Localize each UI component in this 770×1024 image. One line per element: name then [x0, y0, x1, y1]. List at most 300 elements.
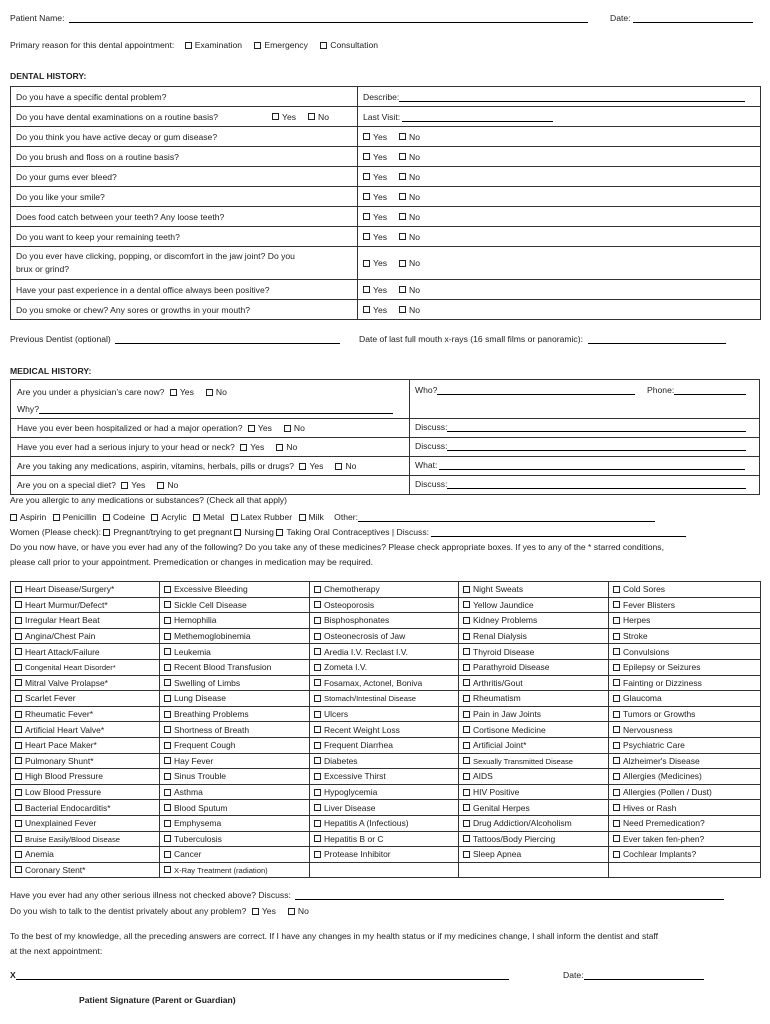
- no-option[interactable]: No: [335, 461, 356, 471]
- checkbox[interactable]: [363, 233, 370, 240]
- checkbox[interactable]: [164, 601, 171, 608]
- yes-option[interactable]: Yes: [363, 192, 387, 202]
- why-field[interactable]: [39, 413, 393, 414]
- checkbox[interactable]: [463, 601, 470, 608]
- signature-field[interactable]: [16, 979, 509, 980]
- condition-option[interactable]: [164, 600, 247, 610]
- checkbox[interactable]: [314, 820, 321, 827]
- signature-date-field[interactable]: [584, 979, 704, 980]
- yes-option[interactable]: Yes: [170, 387, 194, 397]
- checkbox[interactable]: [463, 711, 470, 718]
- condition-option[interactable]: [613, 600, 675, 610]
- checkbox[interactable]: [308, 113, 315, 120]
- checkbox[interactable]: [164, 711, 171, 718]
- condition-option[interactable]: [463, 600, 534, 610]
- previous-dentist-field[interactable]: [115, 343, 340, 344]
- condition-cell: [160, 644, 310, 660]
- condition-option[interactable]: [613, 771, 702, 781]
- checkbox[interactable]: [399, 173, 406, 180]
- discuss-field[interactable]: [447, 450, 746, 451]
- checkbox[interactable]: [613, 742, 620, 749]
- checkbox[interactable]: [613, 648, 620, 655]
- yes-option[interactable]: Yes: [299, 461, 323, 471]
- condition-option[interactable]: [463, 834, 555, 844]
- no-option[interactable]: No: [399, 305, 420, 315]
- condition-option[interactable]: [15, 678, 108, 688]
- checkbox[interactable]: [399, 193, 406, 200]
- checkbox[interactable]: [320, 42, 327, 49]
- condition-option[interactable]: [314, 693, 416, 703]
- condition-option[interactable]: [164, 709, 249, 719]
- condition-option[interactable]: [164, 631, 251, 641]
- no-option[interactable]: No: [399, 152, 420, 162]
- condition-option[interactable]: [314, 771, 386, 781]
- condition-option[interactable]: [15, 865, 85, 875]
- conditions-row: [11, 644, 761, 660]
- checkbox[interactable]: [399, 286, 406, 293]
- allergy-option[interactable]: Acrylic: [151, 512, 186, 522]
- checkbox[interactable]: [363, 153, 370, 160]
- condition-option[interactable]: [164, 787, 203, 797]
- checkbox[interactable]: [314, 804, 321, 811]
- checkbox[interactable]: [164, 586, 171, 593]
- yes-option[interactable]: Yes: [363, 285, 387, 295]
- checkbox[interactable]: [363, 193, 370, 200]
- checkbox[interactable]: [463, 742, 470, 749]
- no-option[interactable]: No: [206, 387, 227, 397]
- condition-option[interactable]: [314, 803, 376, 813]
- checkbox[interactable]: [15, 601, 22, 608]
- women-option-pregnant[interactable]: Pregnant/trying to get pregnant: [103, 527, 231, 537]
- women-option-nursing[interactable]: Nursing: [234, 527, 274, 537]
- condition-option[interactable]: [463, 709, 541, 719]
- checkbox[interactable]: [103, 514, 110, 521]
- condition-option[interactable]: [314, 787, 377, 797]
- condition-option[interactable]: [613, 647, 669, 657]
- allergy-option[interactable]: Aspirin: [10, 512, 46, 522]
- condition-option[interactable]: [463, 725, 546, 735]
- checkbox[interactable]: [15, 773, 22, 780]
- condition-option[interactable]: [15, 693, 76, 703]
- condition-cell: [459, 800, 609, 816]
- condition-option[interactable]: [164, 756, 213, 766]
- condition-option[interactable]: [314, 709, 348, 719]
- checkbox[interactable]: [363, 306, 370, 313]
- condition-option[interactable]: [314, 834, 384, 844]
- yes-option[interactable]: Yes: [363, 258, 387, 268]
- no-option[interactable]: No: [399, 132, 420, 142]
- condition-option[interactable]: [613, 740, 685, 750]
- checkbox[interactable]: [463, 617, 470, 624]
- condition-option[interactable]: [613, 849, 696, 859]
- checkbox[interactable]: [164, 757, 171, 764]
- condition-option[interactable]: [314, 647, 408, 657]
- checkbox[interactable]: [15, 648, 22, 655]
- checkbox[interactable]: [335, 463, 342, 470]
- checkbox[interactable]: [463, 648, 470, 655]
- checkbox[interactable]: [314, 757, 321, 764]
- checkbox[interactable]: [363, 260, 370, 267]
- checkbox[interactable]: [254, 42, 261, 49]
- checkbox[interactable]: [157, 482, 164, 489]
- condition-option[interactable]: [463, 849, 521, 859]
- yes-option[interactable]: Yes: [363, 232, 387, 242]
- checkbox[interactable]: [248, 425, 255, 432]
- checkbox[interactable]: [164, 664, 171, 671]
- checkbox[interactable]: [276, 529, 283, 536]
- checkbox[interactable]: [399, 260, 406, 267]
- condition-option[interactable]: [164, 803, 227, 813]
- checkbox[interactable]: [164, 633, 171, 640]
- condition-option[interactable]: [463, 771, 493, 781]
- condition-option[interactable]: [314, 756, 358, 766]
- condition-option[interactable]: [314, 849, 391, 859]
- checkbox[interactable]: [613, 601, 620, 608]
- medications-question: Are you taking any medications, aspirin, vitamins, herbals, pills or drugs?: [17, 461, 295, 471]
- checkbox[interactable]: [15, 866, 22, 873]
- no-option[interactable]: No: [399, 172, 420, 182]
- checkbox[interactable]: [399, 306, 406, 313]
- yes-option[interactable]: Yes: [363, 212, 387, 222]
- condition-option[interactable]: [164, 662, 271, 672]
- checkbox[interactable]: [15, 851, 22, 858]
- condition-option[interactable]: [463, 756, 573, 766]
- condition-option[interactable]: [463, 678, 523, 688]
- checkbox[interactable]: [463, 851, 470, 858]
- checkbox[interactable]: [613, 773, 620, 780]
- other-illness-field[interactable]: [295, 899, 724, 900]
- condition-option[interactable]: [613, 803, 676, 813]
- checkbox[interactable]: [231, 514, 238, 521]
- checkbox[interactable]: [463, 835, 470, 842]
- condition-option[interactable]: [314, 818, 409, 828]
- checkbox[interactable]: [299, 514, 306, 521]
- condition-option[interactable]: [314, 631, 405, 641]
- checkbox[interactable]: [314, 617, 321, 624]
- condition-option[interactable]: [164, 834, 222, 844]
- condition-option[interactable]: [15, 631, 95, 641]
- checkbox[interactable]: [284, 425, 291, 432]
- condition-option[interactable]: [613, 615, 650, 625]
- allergy-option[interactable]: Milk: [299, 512, 324, 522]
- condition-option[interactable]: [15, 834, 120, 844]
- checkbox[interactable]: [399, 213, 406, 220]
- checkbox[interactable]: [314, 835, 321, 842]
- last-visit-field[interactable]: [402, 121, 553, 122]
- condition-option[interactable]: [463, 615, 537, 625]
- condition-option[interactable]: [15, 740, 97, 750]
- condition-option[interactable]: [463, 740, 526, 750]
- checkbox[interactable]: [15, 742, 22, 749]
- checkbox[interactable]: [15, 789, 22, 796]
- checkbox[interactable]: [164, 820, 171, 827]
- allergy-option[interactable]: Penicillin: [53, 512, 97, 522]
- condition-option[interactable]: [463, 647, 534, 657]
- checkbox[interactable]: [463, 726, 470, 733]
- yes-option[interactable]: Yes: [121, 480, 145, 490]
- checkbox[interactable]: [103, 529, 110, 536]
- condition-option[interactable]: [613, 756, 700, 766]
- no-option[interactable]: No: [399, 285, 420, 295]
- checkbox[interactable]: [463, 695, 470, 702]
- reason-option-examination[interactable]: Examination: [185, 40, 242, 50]
- checkbox[interactable]: [463, 586, 470, 593]
- checkbox[interactable]: [613, 711, 620, 718]
- condition-option[interactable]: [613, 725, 673, 735]
- condition-option[interactable]: [164, 771, 226, 781]
- checkbox[interactable]: [463, 679, 470, 686]
- yes-option[interactable]: Yes: [363, 132, 387, 142]
- no-option[interactable]: No: [399, 192, 420, 202]
- checkbox[interactable]: [613, 617, 620, 624]
- checkbox[interactable]: [15, 835, 22, 842]
- checkbox[interactable]: [613, 664, 620, 671]
- checkbox[interactable]: [206, 389, 213, 396]
- checkbox[interactable]: [463, 820, 470, 827]
- allergy-option[interactable]: Latex Rubber: [231, 512, 293, 522]
- describe-field[interactable]: [399, 101, 745, 102]
- condition-option[interactable]: [613, 818, 705, 828]
- checkbox[interactable]: [164, 695, 171, 702]
- checkbox[interactable]: [276, 444, 283, 451]
- condition-option[interactable]: [463, 584, 523, 594]
- yes-option[interactable]: Yes: [252, 906, 276, 916]
- condition-option[interactable]: [314, 662, 367, 672]
- checkbox[interactable]: [164, 773, 171, 780]
- condition-option[interactable]: [15, 709, 93, 719]
- checkbox[interactable]: [613, 820, 620, 827]
- checkbox[interactable]: [164, 804, 171, 811]
- yes-option[interactable]: Yes: [248, 423, 272, 433]
- checkbox[interactable]: [363, 213, 370, 220]
- checkbox[interactable]: [463, 789, 470, 796]
- no-option[interactable]: No: [308, 112, 329, 122]
- condition-option[interactable]: [164, 693, 226, 703]
- no-option[interactable]: No: [288, 906, 309, 916]
- checkbox[interactable]: [193, 514, 200, 521]
- checkbox[interactable]: [613, 835, 620, 842]
- checkbox[interactable]: [164, 617, 171, 624]
- checkbox[interactable]: [613, 757, 620, 764]
- condition-option[interactable]: [15, 756, 94, 766]
- no-option[interactable]: No: [399, 212, 420, 222]
- checkbox[interactable]: [15, 617, 22, 624]
- no-option[interactable]: No: [399, 258, 420, 268]
- checkbox[interactable]: [164, 835, 171, 842]
- condition-option[interactable]: [314, 740, 393, 750]
- checkbox[interactable]: [272, 113, 279, 120]
- checkbox[interactable]: [164, 742, 171, 749]
- patient-name-field[interactable]: [69, 22, 588, 23]
- checkbox[interactable]: [613, 633, 620, 640]
- condition-option[interactable]: [164, 740, 235, 750]
- who-field[interactable]: [437, 394, 635, 395]
- discuss-field[interactable]: [447, 488, 746, 489]
- checkbox[interactable]: [613, 679, 620, 686]
- date-field[interactable]: [633, 22, 753, 23]
- condition-option[interactable]: [613, 678, 702, 688]
- checkbox[interactable]: [613, 789, 620, 796]
- checkbox[interactable]: [15, 633, 22, 640]
- condition-option[interactable]: [463, 662, 550, 672]
- condition-option[interactable]: [613, 834, 704, 844]
- condition-option[interactable]: [15, 787, 101, 797]
- checkbox[interactable]: [463, 804, 470, 811]
- condition-option[interactable]: [15, 803, 111, 813]
- checkbox[interactable]: [363, 286, 370, 293]
- condition-option[interactable]: [15, 584, 114, 594]
- condition-option[interactable]: [314, 725, 400, 735]
- condition-option[interactable]: [15, 615, 100, 625]
- checkbox[interactable]: [314, 851, 321, 858]
- condition-option[interactable]: [164, 865, 268, 875]
- yes-option[interactable]: Yes: [363, 152, 387, 162]
- checkbox[interactable]: [314, 789, 321, 796]
- yes-option[interactable]: Yes: [363, 172, 387, 182]
- checkbox[interactable]: [399, 153, 406, 160]
- checkbox[interactable]: [15, 679, 22, 686]
- checkbox[interactable]: [399, 133, 406, 140]
- condition-option[interactable]: [463, 631, 527, 641]
- condition-option[interactable]: [164, 678, 240, 688]
- checkbox[interactable]: [15, 726, 22, 733]
- condition-option[interactable]: [164, 615, 217, 625]
- condition-option[interactable]: [164, 849, 201, 859]
- condition-option[interactable]: [15, 849, 54, 859]
- condition-option[interactable]: [164, 584, 248, 594]
- checkbox[interactable]: [314, 695, 321, 702]
- checkbox[interactable]: [314, 711, 321, 718]
- checkbox[interactable]: [314, 664, 321, 671]
- checkbox[interactable]: [53, 514, 60, 521]
- checkbox[interactable]: [151, 514, 158, 521]
- discuss-label: Discuss:: [415, 479, 448, 489]
- condition-option[interactable]: [463, 787, 519, 797]
- checkbox[interactable]: [15, 664, 22, 671]
- women-option-contraceptives[interactable]: Taking Oral Contraceptives | Discuss:: [276, 527, 429, 537]
- condition-option[interactable]: [314, 600, 374, 610]
- condition-option[interactable]: [164, 647, 211, 657]
- checkbox[interactable]: [234, 529, 241, 536]
- condition-option[interactable]: [164, 725, 249, 735]
- no-option[interactable]: No: [399, 232, 420, 242]
- no-option[interactable]: No: [157, 480, 178, 490]
- checkbox[interactable]: [185, 42, 192, 49]
- who-row: [415, 385, 635, 395]
- checkbox[interactable]: [613, 726, 620, 733]
- checkbox[interactable]: [164, 648, 171, 655]
- no-option[interactable]: No: [284, 423, 305, 433]
- checkbox[interactable]: [252, 908, 259, 915]
- checkbox[interactable]: [170, 389, 177, 396]
- checkbox[interactable]: [613, 804, 620, 811]
- checkbox[interactable]: [164, 726, 171, 733]
- condition-option[interactable]: [613, 584, 665, 594]
- yes-option[interactable]: Yes: [272, 112, 296, 122]
- checkbox[interactable]: [15, 586, 22, 593]
- checkbox[interactable]: [314, 633, 321, 640]
- reason-option-consultation[interactable]: Consultation: [320, 40, 378, 50]
- checkbox[interactable]: [15, 711, 22, 718]
- checkbox[interactable]: [463, 633, 470, 640]
- condition-option[interactable]: [613, 787, 712, 797]
- checkbox[interactable]: [613, 851, 620, 858]
- checkbox[interactable]: [363, 173, 370, 180]
- condition-option[interactable]: [15, 725, 104, 735]
- checkbox[interactable]: [314, 726, 321, 733]
- checkbox[interactable]: [613, 695, 620, 702]
- checkbox[interactable]: [164, 866, 171, 873]
- xray-date-field[interactable]: [588, 343, 726, 344]
- checkbox[interactable]: [613, 586, 620, 593]
- checkbox[interactable]: [164, 679, 171, 686]
- condition-option[interactable]: [314, 584, 380, 594]
- women-discuss-field[interactable]: [431, 536, 686, 537]
- condition-option[interactable]: [463, 818, 572, 828]
- allergy-option[interactable]: Metal: [193, 512, 224, 522]
- checkbox[interactable]: [164, 851, 171, 858]
- no-option[interactable]: No: [276, 442, 297, 452]
- condition-option[interactable]: [613, 631, 648, 641]
- checkbox[interactable]: [15, 757, 22, 764]
- checkbox[interactable]: [399, 233, 406, 240]
- checkbox[interactable]: [314, 586, 321, 593]
- checkbox[interactable]: [463, 757, 470, 764]
- checkbox[interactable]: [363, 133, 370, 140]
- condition-option[interactable]: [314, 615, 389, 625]
- checkbox[interactable]: [314, 679, 321, 686]
- discuss-row: [415, 479, 746, 489]
- checkbox[interactable]: [15, 820, 22, 827]
- reason-option-emergency[interactable]: Emergency: [254, 40, 307, 50]
- checkbox[interactable]: [288, 908, 295, 915]
- condition-option[interactable]: [613, 709, 695, 719]
- condition-option[interactable]: [613, 662, 700, 672]
- checkbox[interactable]: [463, 773, 470, 780]
- checkbox[interactable]: [164, 789, 171, 796]
- condition-option[interactable]: [314, 678, 422, 688]
- checkbox[interactable]: [15, 804, 22, 811]
- allergy-option[interactable]: Codeine: [103, 512, 145, 522]
- checkbox[interactable]: [10, 514, 17, 521]
- checkbox[interactable]: [463, 664, 470, 671]
- condition-option[interactable]: [164, 818, 221, 828]
- yes-option[interactable]: Yes: [363, 305, 387, 315]
- checkbox[interactable]: [121, 482, 128, 489]
- condition-option[interactable]: [15, 662, 116, 672]
- allergy-other-field[interactable]: [358, 521, 655, 522]
- condition-option[interactable]: [463, 803, 530, 813]
- checkbox[interactable]: [240, 444, 247, 451]
- checkbox[interactable]: [314, 742, 321, 749]
- condition-option[interactable]: [15, 818, 96, 828]
- condition-option[interactable]: [15, 647, 100, 657]
- checkbox[interactable]: [299, 463, 306, 470]
- condition-option[interactable]: [613, 693, 662, 703]
- phone-field[interactable]: [674, 394, 746, 395]
- condition-option[interactable]: [463, 693, 521, 703]
- checkbox[interactable]: [314, 773, 321, 780]
- condition-option[interactable]: [15, 771, 103, 781]
- yes-option[interactable]: Yes: [240, 442, 264, 452]
- condition-option[interactable]: [15, 600, 108, 610]
- checkbox[interactable]: [314, 601, 321, 608]
- what-field[interactable]: [439, 469, 745, 470]
- discuss-field[interactable]: [447, 431, 746, 432]
- checkbox[interactable]: [15, 695, 22, 702]
- checkbox[interactable]: [314, 648, 321, 655]
- condition-cell: [11, 628, 160, 644]
